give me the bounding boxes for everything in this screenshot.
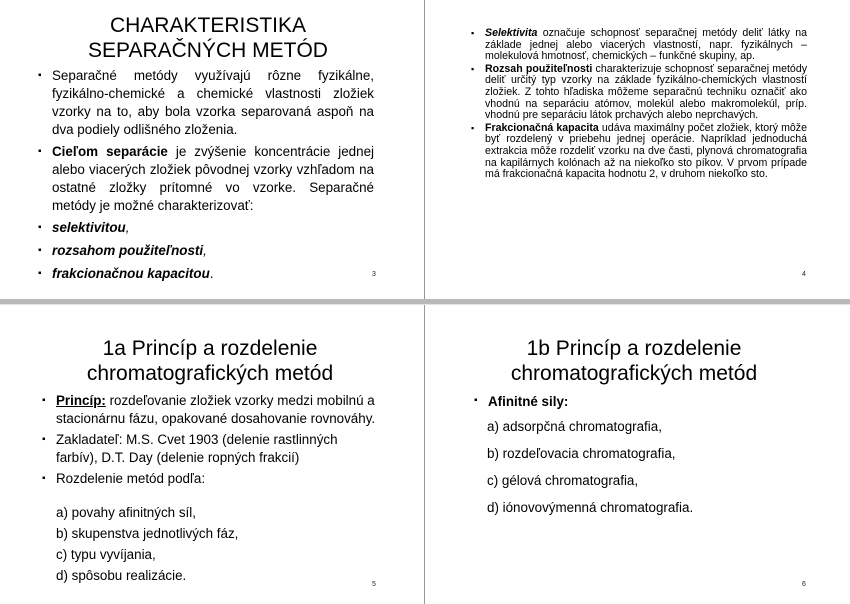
option-item: a) adsorpčná chromatografia, (487, 419, 662, 434)
title-line-1: 1a Princíp a rozdelenie (102, 337, 318, 360)
bullet-icon: ▪ (42, 434, 46, 445)
title-line-1: 1b Princíp a rozdelenie (526, 337, 742, 360)
slide-title (40, 13, 376, 63)
title-line-2: SEPARAČNÝCH METÓD (88, 39, 328, 62)
item-punct: , (125, 220, 130, 235)
page-number: 4 (802, 271, 806, 278)
item-text: rozsahom použiteľnosti (52, 243, 204, 258)
page-number: 5 (372, 581, 376, 588)
bullet-icon: ▪ (38, 70, 42, 81)
title-line-1: CHARAKTERISTIKA (109, 14, 307, 37)
bullet-icon: ▪ (38, 222, 42, 233)
list-item (38, 67, 374, 139)
item-text: označuje schopnosť separačnej metódy deliť látky na základe jednej alebo viacerých vlastností, napr. fyzikálnych – molekulová hmotnosť, chemických – funkčné skupiny, ap. (485, 27, 807, 63)
bullet-list (38, 67, 374, 288)
slide-6 (428, 309, 850, 604)
list-item (471, 62, 808, 122)
page-number: 3 (372, 271, 376, 278)
slide-3 (0, 0, 422, 296)
item-text: rozdeľovanie zložiek vzorky medzi mobilnú a stacionárnu fázu, opakované dosahovanie rovnováhy. (56, 393, 376, 426)
slide-title (56, 336, 364, 386)
page-number: 6 (802, 581, 806, 588)
list-item (471, 27, 807, 63)
item-lead: Selektivita (485, 27, 538, 39)
bullet-list (471, 27, 808, 182)
item-lead: Rozsah použiteľnosti (485, 62, 593, 75)
bullet-icon: ▪ (471, 28, 475, 38)
item-punct: . (209, 266, 214, 281)
item-lead: Frakcionačná kapacita (485, 121, 599, 134)
option-item: d) iónovovýmenná chromatografia. (487, 500, 694, 515)
item-lead: Cieľom separácie (52, 144, 168, 159)
option-item: a) povahy afinitných síl, (56, 505, 196, 520)
option-item: d) spôsobu realizácie. (56, 568, 187, 583)
affinity-heading (474, 394, 569, 409)
list-item (38, 242, 374, 260)
bullet-icon: ▪ (38, 245, 42, 256)
bullet-list (42, 392, 376, 491)
item-text: frakcionačnou kapacitou (52, 266, 210, 281)
list-item (42, 392, 376, 428)
option-item: b) rozdeľovacia chromatografia, (487, 446, 676, 461)
list-item (471, 121, 807, 181)
option-item: c) gélová chromatografia, (487, 473, 639, 488)
item-text: Rozdelenie metód podľa: (56, 471, 206, 486)
title-line-2: chromatografických metód (86, 362, 334, 385)
horizontal-divider-light (0, 304, 850, 305)
heading-text: Afinitné sily: (488, 394, 569, 409)
list-item (38, 219, 374, 237)
option-item: c) typu vyvíjania, (56, 547, 156, 562)
item-text: charakterizuje schopnosť separačnej metódy deliť určitý typ vzorky na základe fyzikálno-chemických vlastností zložiek. Z tohto hľadiska môžeme separačnú techniku označiť ako vhodnú na separáciu atómov, molekúl alebo makromolekúl, príp. vhodnú pre separáciu látok prchavých alebo neprchavých. (485, 62, 808, 122)
item-text: selektivitou (52, 220, 126, 235)
list-item (42, 470, 376, 488)
item-lead: Princíp: (56, 393, 106, 408)
bullet-icon: ▪ (38, 268, 42, 279)
item-text: udáva maximálny počet zložiek, ktorý môže byť rozdelený v priebehu jednej operácie. Napríklad jednoduchá extrakcia môže rozdeliť vzorku na dve časti, plynová chromatografia na kapilárnych kolónach až na niekoľko sto píkov. V prvom prípade má frakcionačná kapacita hodnotu 2, v druhom niekoľko sto. (485, 121, 807, 181)
bullet-icon: ▪ (42, 395, 46, 406)
item-text: Separačné metódy využívajú rôzne fyzikálne, fyzikálno-chemické a chemické vlastnosti zložiek vzorky na to, aby bola vzorka separovaná aspoň na dva podiely odlišného zloženia. (52, 68, 374, 137)
list-item (42, 431, 376, 467)
list-item (38, 143, 374, 215)
bullet-icon: ▪ (471, 63, 475, 74)
title-line-2: chromatografických metód (510, 362, 758, 385)
item-text: Zakladateľ: M.S. Cvet 1903 (delenie rastlinných farbív), D.T. Day (delenie ropných frakcií) (56, 432, 338, 465)
bullet-icon: ▪ (474, 395, 478, 406)
item-punct: , (203, 243, 207, 258)
option-item: b) skupenstva jednotlivých fáz, (56, 526, 239, 541)
item-text: je zvýšenie koncentrácie jednej alebo viacerých zložiek pôvodnej vzorky vzhľadom na ostatné zložky prítomné vo vzorke. Separačné metódy je možné charakterizovať: (52, 144, 374, 213)
slide-4 (428, 0, 850, 296)
bullet-icon: ▪ (471, 122, 475, 133)
slide-title (480, 336, 788, 386)
bullet-icon: ▪ (38, 146, 42, 157)
slide-5 (0, 309, 422, 604)
list-item (38, 265, 374, 283)
bullet-icon: ▪ (42, 473, 46, 484)
